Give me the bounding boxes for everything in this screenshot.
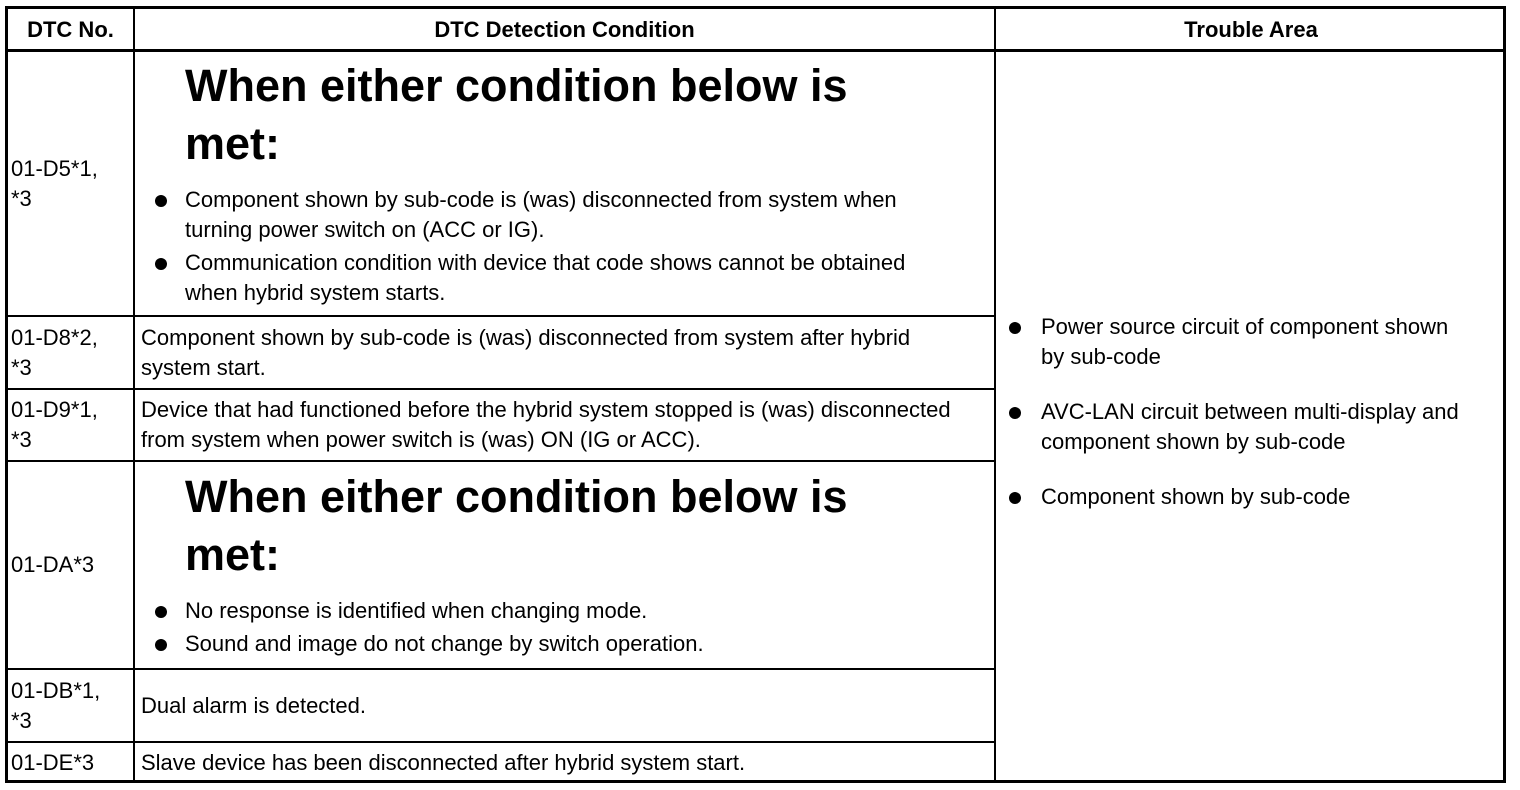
- detection-condition: [135, 57, 994, 315]
- list-item: Component shown by sub-code: [996, 482, 1476, 512]
- trouble-area-cell: [996, 52, 1506, 783]
- dtc-code: 01-DB*1, *3: [11, 677, 101, 733]
- bullet-icon: [1009, 407, 1021, 419]
- bullet-icon: [155, 195, 167, 207]
- header-detection-condition: DTC Detection Condition: [434, 17, 695, 42]
- detection-condition: [135, 468, 994, 668]
- dtc-code: 01-D9*1, *3: [11, 397, 98, 452]
- bullet-icon: [155, 606, 167, 618]
- condition-heading: When either condition below is met:: [185, 471, 848, 580]
- detection-condition: Slave device has been disconnected after hybrid system start.: [141, 750, 746, 775]
- list-item: Communication condition with device that code shows cannot be obtained when hybrid system starts.: [135, 248, 935, 308]
- dtc-code: 01-DE*3: [11, 750, 95, 775]
- header-dtc-no: DTC No.: [27, 17, 114, 42]
- detection-condition: Dual alarm is detected.: [141, 692, 366, 718]
- bullet-icon: [1009, 492, 1021, 504]
- dtc-code: 01-DA*3: [11, 552, 95, 577]
- bullet-icon: [155, 639, 167, 651]
- list-item: AVC-LAN circuit between multi-display and component shown by sub-code: [996, 397, 1476, 457]
- detection-condition: Component shown by sub-code is (was) disconnected from system after hybrid system start.: [141, 324, 911, 380]
- row-divider: [8, 460, 996, 462]
- bullet-icon: [1009, 322, 1021, 334]
- list-item: Power source circuit of component shown by sub-code: [996, 312, 1476, 372]
- header-trouble-area: Trouble Area: [1184, 17, 1318, 42]
- dtc-code: 01-D5*1, *3: [11, 155, 98, 211]
- dtc-code: 01-D8*2, *3: [11, 324, 98, 380]
- dtc-table: [5, 6, 1506, 783]
- condition-heading: When either condition below is met:: [185, 60, 848, 169]
- list-item: Sound and image do not change by switch operation.: [135, 629, 935, 659]
- list-item: No response is identified when changing mode.: [135, 596, 935, 626]
- list-item: Component shown by sub-code is (was) disconnected from system when turning power switch on (ACC or IG).: [135, 185, 935, 245]
- bullet-icon: [155, 258, 167, 270]
- detection-condition: Device that had functioned before the hybrid system stopped is (was) disconnected from system when power switch is (was) ON (IG or ACC).: [141, 397, 951, 452]
